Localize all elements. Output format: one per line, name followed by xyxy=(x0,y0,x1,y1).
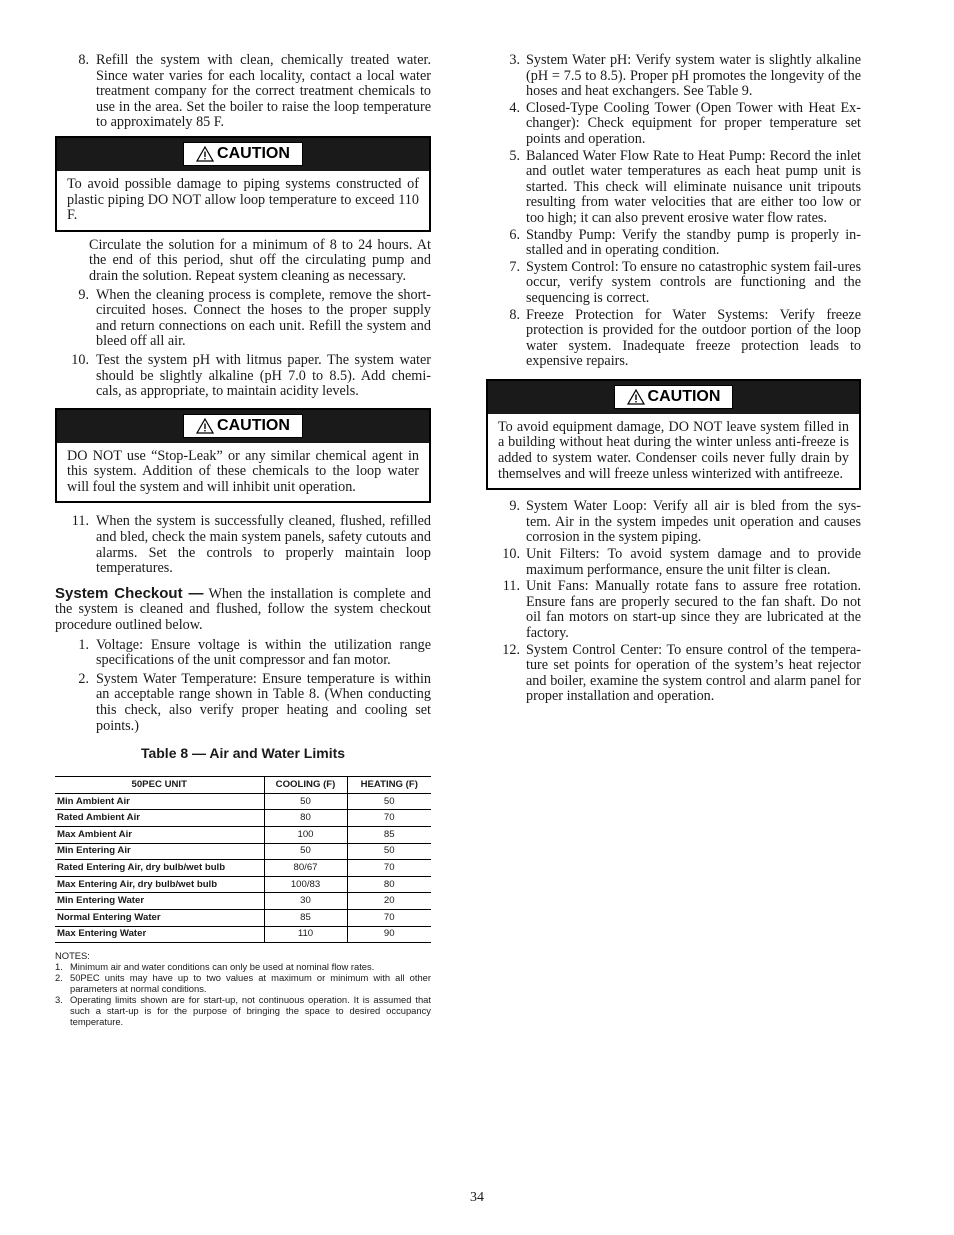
column-header-cooling: COOLING (F) xyxy=(264,776,347,793)
column-header-heating: HEATING (F) xyxy=(347,776,431,793)
item-number: 5. xyxy=(509,147,520,164)
item-number: 10. xyxy=(71,351,89,368)
table-row xyxy=(55,926,431,943)
row-label: Max Ambient Air xyxy=(55,826,264,843)
item-number: 2. xyxy=(78,670,89,687)
item-number: 4. xyxy=(509,99,520,116)
page-number: 34 xyxy=(470,1190,484,1205)
heating-value: 50 xyxy=(347,793,431,810)
note-text: Minimum air and water conditions can only be used at nominal flow rates. xyxy=(70,961,375,973)
table-header-row xyxy=(55,776,431,793)
caution-label xyxy=(183,414,303,438)
item-number: 9. xyxy=(78,286,89,303)
heating-value: 80 xyxy=(347,876,431,893)
heating-value: 70 xyxy=(347,909,431,926)
item-text: System Water Temperature: Ensure temperature is within an acceptable range shown in Table 8. (When conducting this check, also verify proper heating and cooling set points.) xyxy=(96,670,431,734)
cooling-value: 85 xyxy=(264,909,347,926)
caution-text-label: CAUTION xyxy=(647,388,721,406)
heating-value: 50 xyxy=(347,843,431,860)
table-row xyxy=(55,876,431,893)
item-text: Closed-Type Cooling Tower (Open Tower with Heat Ex-changer): Check equipment for proper temperature set points and operation. xyxy=(526,99,861,147)
row-label: Rated Entering Air, dry bulb/wet bulb xyxy=(55,860,264,877)
item-text: System Water Loop: Verify all air is bled from the sys-tem. Air in the system impedes unit operation and causes corrosion in the system piping. xyxy=(526,498,861,546)
cooling-value: 80 xyxy=(264,810,347,827)
cooling-value: 110 xyxy=(264,926,347,943)
row-label: Min Entering Air xyxy=(55,843,264,860)
caution-message: To avoid equipment damage, DO NOT leave system filled in a building without heat during the winter unless anti-freeze is added to system water. Condenser coils never fully drain by themselves and will freeze unless winterized with antifreeze. xyxy=(498,418,849,482)
checkout-item-1 xyxy=(55,638,431,669)
cooling-value: 80/67 xyxy=(264,860,347,877)
note-item xyxy=(55,961,431,972)
checkout-item-12 xyxy=(486,643,861,705)
caution-header xyxy=(57,410,429,443)
item-text: Test the system pH with litmus paper. The system water should be slightly alkaline (pH 7.0 to 8.5). Add chemi-cals, as appropriate, to maintain acidity levels. xyxy=(96,351,431,400)
column-header-unit: 50PEC UNIT xyxy=(55,776,264,793)
heating-value: 70 xyxy=(347,810,431,827)
section-heading: System Checkout — xyxy=(55,584,204,602)
section-intro-text: When the installation is complete and the system is cleaned and flushed, follow the system checkout procedure outlined below. xyxy=(55,585,431,634)
checkout-item-11 xyxy=(486,579,861,641)
warning-triangle-icon xyxy=(196,146,214,162)
notes-title: NOTES: xyxy=(55,950,90,962)
heating-value: 70 xyxy=(347,860,431,877)
item-text: Balanced Water Flow Rate to Heat Pump: Record the inlet and outlet water temperatures as each heat pump unit is started. This check will eliminate nuisance unit tripouts resulting from water velocities that are either too low or too high; it can also prevent erosive water flow rates. xyxy=(526,147,861,226)
heating-value: 90 xyxy=(347,926,431,943)
note-text: Operating limits shown are for start-up, not continuous operation. It is assumed that such a start-up is for the purpose of bringing the space to desired occupancy temperature. xyxy=(70,994,431,1028)
item-text: System Control: To ensure no catastrophic system fail-ures occur, verify system controls are functioning and the sequencing is correct. xyxy=(526,258,861,306)
heating-value: 85 xyxy=(347,826,431,843)
checkout-item-5 xyxy=(486,149,861,227)
table-row xyxy=(55,793,431,810)
item-text: Refill the system with clean, chemically treated water. Since water varies for each locality, contact a local water treatment company for the correct treatment chemicals to use in the area. Set the boiler to raise the loop temperature to approximately 85 F. xyxy=(96,52,431,131)
item-number: 6. xyxy=(509,226,520,243)
system-checkout-paragraph xyxy=(55,586,431,634)
checkout-item-9 xyxy=(486,499,861,546)
item-number: 3. xyxy=(509,52,520,68)
cooling-value: 100 xyxy=(264,826,347,843)
checkout-item-3 xyxy=(486,53,861,100)
table-row xyxy=(55,810,431,827)
item-number: 9. xyxy=(509,498,520,515)
row-label: Normal Entering Water xyxy=(55,909,264,926)
caution-text-label: CAUTION xyxy=(217,417,290,435)
right-column xyxy=(486,53,861,705)
circulate-paragraph: Circulate the solution for a minimum of 8 to 24 hours. At the end of this period, shut off the circulating pump and drain the solution. Repeat system cleaning as necessary. xyxy=(89,236,431,284)
item-number: 8. xyxy=(78,52,89,68)
item-number: 8. xyxy=(509,306,520,323)
caution-message: DO NOT use “Stop-Leak” or any similar chemical agent in this system. Addition of these chemicals to the loop water will foul the system and will inhibit unit operation. xyxy=(67,447,419,495)
checkout-item-7 xyxy=(486,260,861,307)
item-text: Standby Pump: Verify the standby pump is properly in-stalled and in operating condition. xyxy=(526,226,861,259)
cooling-value: 50 xyxy=(264,793,347,810)
note-text: 50PEC units may have up to two values at maximum or minimum with all other parameters at normal conditions. xyxy=(70,972,431,995)
table-row xyxy=(55,909,431,926)
checkout-item-6 xyxy=(486,228,861,259)
cooling-value: 50 xyxy=(264,843,347,860)
row-label: Max Entering Water xyxy=(55,926,264,943)
row-label: Min Entering Water xyxy=(55,893,264,910)
item-number: 1. xyxy=(78,636,89,653)
caution-message: To avoid possible damage to piping systems constructed of plastic piping DO NOT allow loop temperature to exceed 110 F. xyxy=(67,175,419,224)
caution-box-plastic-piping xyxy=(55,136,431,232)
cooling-value: 100/83 xyxy=(264,876,347,893)
left-column xyxy=(55,53,431,1027)
caution-box-stop-leak xyxy=(55,408,431,504)
item-text: Freeze Protection for Water Systems: Verify freeze protection is provided for the outdoor portion of the loop water system. Inadequate freeze protection leads to expensive repairs. xyxy=(526,306,861,370)
item-number: 11. xyxy=(502,578,520,595)
caution-header xyxy=(488,381,859,414)
note-item xyxy=(55,972,431,994)
caution-text-label: CAUTION xyxy=(217,145,290,163)
warning-triangle-icon xyxy=(627,389,645,405)
list-item-10 xyxy=(55,353,431,400)
row-label: Min Ambient Air xyxy=(55,793,264,810)
cooling-value: 30 xyxy=(264,893,347,910)
item-text: When the cleaning process is complete, remove the short-circuited hoses. Connect the hoses to the proper supply and return connections on each unit. Refill the system and bleed off all air. xyxy=(96,286,431,350)
note-number: 2. xyxy=(55,972,63,984)
air-water-limits-table xyxy=(55,776,431,943)
checkout-item-8 xyxy=(486,308,861,370)
checkout-item-2 xyxy=(55,672,431,734)
item-text: Unit Fans: Manually rotate fans to assure free rotation. Ensure fans are properly secured to the fan shaft. Do not oil fan motors on start-up since they are lubricated at the factory. xyxy=(526,578,861,641)
caution-label xyxy=(183,142,303,166)
table-row xyxy=(55,893,431,910)
heating-value: 20 xyxy=(347,893,431,910)
item-text: Unit Filters: To avoid system damage and to provide maximum performance, ensure the unit filter is clean. xyxy=(526,546,861,578)
table-title: Table 8 — Air and Water Limits xyxy=(140,745,346,762)
list-item-8 xyxy=(55,53,431,131)
warning-triangle-icon xyxy=(196,418,214,434)
table-notes xyxy=(55,950,431,1027)
table-row xyxy=(55,860,431,877)
caution-header xyxy=(57,138,429,171)
note-number: 3. xyxy=(55,994,63,1006)
item-text: System Water pH: Verify system water is slightly alkaline (pH = 7.5 to 8.5). Proper pH promotes the longevity of the hoses and heat exchangers. See Table 9. xyxy=(526,52,861,100)
item-text: Voltage: Ensure voltage is within the utilization range specifications of the unit compressor and fan motor. xyxy=(96,636,431,669)
item-text: System Control Center: To ensure control of the tempera-ture set points for operation of the system’s heat rejector and boiler, examine the system control and alarm panel for proper installation and operation. xyxy=(526,641,861,705)
row-label: Rated Ambient Air xyxy=(55,810,264,827)
caution-label xyxy=(614,385,734,409)
caution-box-freeze xyxy=(486,379,861,490)
item-number: 11. xyxy=(71,513,89,530)
item-number: 7. xyxy=(509,258,520,275)
note-item xyxy=(55,994,431,1027)
table-row xyxy=(55,843,431,860)
list-item-9 xyxy=(55,288,431,350)
item-text: When the system is successfully cleaned, flushed, refilled and bled, check the main system panels, safety cutouts and alarms. Set the controls to properly maintain loop temperatures. xyxy=(96,513,431,577)
row-label: Max Entering Air, dry bulb/wet bulb xyxy=(55,876,264,893)
table-row xyxy=(55,826,431,843)
note-number: 1. xyxy=(55,961,63,973)
checkout-item-10 xyxy=(486,547,861,578)
item-number: 10. xyxy=(502,546,520,563)
item-number: 12. xyxy=(502,641,520,658)
checkout-item-4 xyxy=(486,101,861,148)
list-item-11 xyxy=(55,514,431,576)
